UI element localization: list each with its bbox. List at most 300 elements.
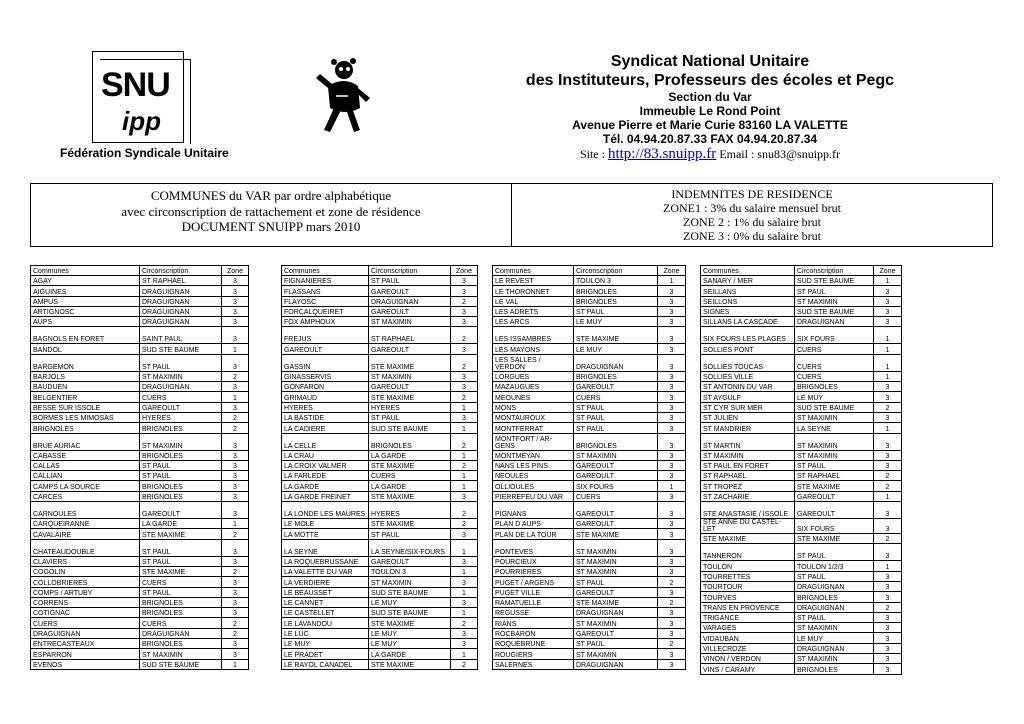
circonscription-cell: CUERS [140, 618, 222, 628]
zone-cell: 3 [874, 612, 902, 622]
circonscription-cell: ST PAUL [795, 286, 874, 296]
commune-cell: PIGNANS [493, 502, 574, 519]
communes-table-3 [492, 265, 686, 670]
circonscription-cell: DRAGUIGNAN [140, 306, 222, 316]
table-row [31, 286, 249, 296]
zone-cell: 2 [658, 597, 686, 607]
zone-cell: 3 [451, 344, 478, 354]
table-row [701, 664, 902, 674]
zone-cell: 3 [451, 491, 478, 501]
site-line [500, 146, 920, 162]
table-row [701, 286, 902, 296]
table-row [493, 423, 686, 433]
commune-cell: SOLLIES TOUCAS [701, 354, 795, 371]
table-row [701, 491, 902, 501]
circonscription-cell: ST MAXIMIN [574, 539, 658, 556]
table-row [282, 276, 478, 286]
zone-cell: 3 [658, 659, 686, 669]
zone-cell: 3 [874, 392, 902, 402]
table-row [701, 306, 902, 316]
zone-cell: 3 [451, 577, 478, 587]
circonscription-cell: DRAGUIGNAN [574, 659, 658, 669]
zone-cell: 3 [658, 392, 686, 402]
commune-cell: COTIGNAC [31, 608, 140, 618]
table-row [493, 402, 686, 412]
commune-cell: RIANS [493, 618, 574, 628]
commune-cell: ARTIGNOSC [31, 306, 140, 316]
header-circonscription: Circonscription [140, 266, 222, 276]
table-row [701, 471, 902, 481]
circonscription-cell: DRAGUIGNAN [140, 628, 222, 638]
commune-cell: PUGET / ARGENS [493, 577, 574, 587]
zone-cell: 2 [222, 566, 249, 576]
commune-cell: SOLLIES PONT [701, 344, 795, 354]
commune-cell: ST CYR SUR MER [701, 402, 795, 412]
table-row [282, 327, 478, 344]
table-row [282, 491, 478, 501]
commune-cell: LA ROQUEBRUSSANE [282, 556, 369, 566]
circonscription-cell: GAREOULT [795, 502, 874, 519]
commune-cell: TANNERON [701, 544, 795, 561]
commune-cell: GRIMAUD [282, 392, 369, 402]
circonscription-cell: STE MAXIME [574, 327, 658, 344]
commune-cell: LES MAYONS [493, 344, 574, 354]
zone-cell: 3 [874, 643, 902, 653]
table-row [31, 481, 249, 491]
circonscription-cell: SUD STE BAUME [795, 402, 874, 412]
circonscription-cell: STE MAXIME [574, 529, 658, 539]
table-row [31, 344, 249, 354]
circonscription-cell: ST MAXIMIN [369, 371, 451, 381]
circonscription-cell: GAREOULT [574, 502, 658, 519]
table-row [31, 460, 249, 470]
zone-cell: 3 [222, 276, 249, 286]
commune-cell: LE CANNET [282, 597, 369, 607]
zone-cell: 3 [874, 412, 902, 422]
circonscription-cell: DRAGUIGNAN [140, 382, 222, 392]
circonscription-cell: ST PAUL [574, 423, 658, 433]
circonscription-cell: HYERES [140, 412, 222, 422]
commune-cell: CARNOULES [31, 502, 140, 519]
zone-cell: 3 [658, 382, 686, 392]
table-row [31, 317, 249, 327]
table-row [282, 618, 478, 628]
commune-cell: SIGNES [701, 306, 795, 316]
table-row [493, 587, 686, 597]
table-row [31, 392, 249, 402]
zone-cell: 2 [658, 577, 686, 587]
commune-cell: VILLECROZE [701, 643, 795, 653]
commune-cell: LA VERDIERE [282, 577, 369, 587]
zone-cell: 3 [658, 539, 686, 556]
table-row [31, 371, 249, 381]
commune-cell: LA GARDE [282, 481, 369, 491]
zone-cell: 2 [222, 618, 249, 628]
table-row [282, 608, 478, 618]
table-row [493, 317, 686, 327]
circonscription-cell: DRAGUIGNAN [795, 602, 874, 612]
table-row [31, 402, 249, 412]
circonscription-cell: ST MAXIMIN [795, 654, 874, 664]
zone-cell: 1 [874, 354, 902, 371]
commune-cell: MONTMEYAN [493, 450, 574, 460]
table-row [701, 581, 902, 591]
communes-table-4 [700, 265, 902, 675]
header-circonscription: Circonscription [574, 266, 658, 276]
table-row [31, 382, 249, 392]
commune-cell: BRIGNOLES [31, 423, 140, 433]
zone-cell: 3 [222, 460, 249, 470]
table-row [701, 612, 902, 622]
table-row [701, 344, 902, 354]
zone-cell: 3 [451, 306, 478, 316]
table-row [493, 450, 686, 460]
commune-cell: FIGNANIERES [282, 276, 369, 286]
commune-cell: RAMATUELLE [493, 597, 574, 607]
commune-cell: MONTFORT / AR-GENS [493, 433, 574, 450]
circonscription-cell: LE MUY [574, 344, 658, 354]
circonscription-cell: STE MAXIME [574, 597, 658, 607]
zone-cell: 3 [874, 592, 902, 602]
zone-cell: 3 [658, 371, 686, 381]
commune-cell: SALERNES [493, 659, 574, 669]
commune-cell: ST MARTIN [701, 433, 795, 450]
commune-cell: LE MOLE [282, 519, 369, 529]
commune-cell: LA CROIX VALMER [282, 460, 369, 470]
circonscription-cell: LA GARDE [369, 649, 451, 659]
table-row [493, 481, 686, 491]
circonscription-cell: LA GARDE [369, 450, 451, 460]
zone-cell: 1 [874, 491, 902, 501]
table-row [31, 529, 249, 539]
zone-cell: 3 [222, 577, 249, 587]
header-circonscription: Circonscription [795, 266, 874, 276]
circonscription-cell: GAREOULT [369, 286, 451, 296]
table-row [282, 639, 478, 649]
table-row [282, 286, 478, 296]
table-row [31, 649, 249, 659]
circonscription-cell: LE MUY [369, 639, 451, 649]
commune-cell: AMPUS [31, 296, 140, 306]
zone-cell: 2 [451, 354, 478, 371]
zone-cell: 3 [222, 597, 249, 607]
zone-cell: 3 [222, 491, 249, 501]
zone-cell: 3 [222, 608, 249, 618]
table-row [282, 317, 478, 327]
zone-cell: 1 [451, 402, 478, 412]
table-row [282, 597, 478, 607]
site-prefix: Site : [579, 147, 608, 161]
header-communes: Communes [701, 266, 795, 276]
commune-cell: PIERREFEU DU VAR [493, 491, 574, 501]
commune-cell: LES SALLES / VERDON [493, 354, 574, 371]
circonscription-cell: SUD STE BAUME [140, 344, 222, 354]
mascot-icon [314, 56, 372, 136]
zone-cell: 1 [451, 566, 478, 576]
zone-cell: 3 [451, 556, 478, 566]
commune-cell: EVENOS [31, 659, 140, 669]
zone-cell: 2 [874, 471, 902, 481]
circonscription-cell: STE MAXIME [140, 566, 222, 576]
commune-cell: LA LONDE LES MAURES [282, 502, 369, 519]
commune-cell: BRUE AURIAC [31, 433, 140, 450]
zone-cell: 1 [222, 659, 249, 669]
circonscription-cell: GAREOULT [574, 587, 658, 597]
circonscription-cell: BRIGNOLES [574, 371, 658, 381]
zone-cell: 3 [874, 664, 902, 674]
table-row [493, 392, 686, 402]
commune-cell: FREJUS [282, 327, 369, 344]
circonscription-cell: STE MAXIME [369, 354, 451, 371]
commune-cell: CHATEAUDOUBLE [31, 539, 140, 556]
circonscription-cell: ST PAUL [140, 556, 222, 566]
circonscription-cell: ST MAXIMIN [795, 623, 874, 633]
zone-legend [512, 184, 992, 246]
circonscription-cell: BRIGNOLES [795, 382, 874, 392]
zone-cell: 1 [874, 561, 902, 571]
commune-cell: LE MUY [282, 639, 369, 649]
commune-cell: LES ISSAMBRES [493, 327, 574, 344]
commune-cell: ST MAXIMIN [701, 450, 795, 460]
table-row [701, 354, 902, 371]
commune-cell: LE REVEST [493, 276, 574, 286]
circonscription-cell: CUERS [795, 344, 874, 354]
zone-legend-title: INDEMNITES DE RESIDENCE [671, 187, 833, 201]
circonscription-cell: STE MAXIME [795, 481, 874, 491]
commune-cell: COGOLIN [31, 566, 140, 576]
circonscription-cell: CUERS [574, 392, 658, 402]
table-row [31, 502, 249, 519]
zone-cell: 3 [222, 327, 249, 344]
commune-cell: BELGENTIER [31, 392, 140, 402]
zone-cell: 2 [451, 433, 478, 450]
site-link[interactable]: http://83.snuipp.fr [607, 146, 717, 162]
zone-cell: 2 [451, 502, 478, 519]
commune-cell: HYERES [282, 402, 369, 412]
circonscription-cell: ST MAXIMIN [574, 566, 658, 576]
table-header-row [282, 266, 478, 276]
circonscription-cell: ST MAXIMIN [369, 577, 451, 587]
commune-cell: VINS / CARAMY [701, 664, 795, 674]
table-row [701, 382, 902, 392]
commune-cell: GINASSERVIS [282, 371, 369, 381]
table-row [493, 286, 686, 296]
commune-cell: LES ADRETS [493, 306, 574, 316]
table-row [31, 423, 249, 433]
zone-cell: 2 [222, 628, 249, 638]
circonscription-cell: GAREOULT [574, 460, 658, 470]
circonscription-cell: HYERES [369, 502, 451, 519]
zone-cell: 2 [451, 392, 478, 402]
commune-cell: GASSIN [282, 354, 369, 371]
commune-cell: REGUSSE [493, 608, 574, 618]
table-row [282, 371, 478, 381]
commune-cell: CALLIAN [31, 471, 140, 481]
commune-cell: FOX AMPHOUX [282, 317, 369, 327]
commune-cell: BANDOL [31, 344, 140, 354]
table-row [31, 296, 249, 306]
commune-cell: SILLANS LA CASCADE [701, 317, 795, 327]
email-text: Email : snu83@snuipp.fr [716, 147, 841, 161]
circonscription-cell: ST PAUL [574, 412, 658, 422]
circonscription-cell: ST PAUL [574, 402, 658, 412]
zone-cell: 2 [451, 519, 478, 529]
zone-cell: 3 [874, 433, 902, 450]
circonscription-cell: ST PAUL [140, 354, 222, 371]
table-row [701, 633, 902, 643]
commune-cell: LE BEAUSSET [282, 587, 369, 597]
commune-cell: LE LUC [282, 628, 369, 638]
circonscription-cell: BRIGNOLES [140, 597, 222, 607]
zone-cell: 3 [658, 628, 686, 638]
circonscription-cell: STE MAXIME [369, 618, 451, 628]
commune-cell: GAREOULT [282, 344, 369, 354]
commune-cell: SEILLANS [701, 286, 795, 296]
commune-cell: ST MANDRIER [701, 423, 795, 433]
zone-legend-line: ZONE 3 : 0% du salaire brut [683, 229, 821, 243]
zone-legend-line: ZONE 2 : 1% du salaire brut [683, 215, 821, 229]
header-communes: Communes [493, 266, 574, 276]
circonscription-cell: ST PAUL [140, 471, 222, 481]
table-row [31, 577, 249, 587]
table-row [282, 471, 478, 481]
circonscription-cell: LE MUY [369, 628, 451, 638]
commune-cell: ROCBARON [493, 628, 574, 638]
circonscription-cell: GAREOULT [369, 556, 451, 566]
commune-cell: MAZAUGUES [493, 382, 574, 392]
commune-cell: SANARY / MER [701, 276, 795, 286]
commune-cell: CALLAS [31, 460, 140, 470]
circonscription-cell: ST MAXIMIN [369, 317, 451, 327]
table-row [701, 450, 902, 460]
table-row [282, 433, 478, 450]
commune-cell: LA FARLEDE [282, 471, 369, 481]
circonscription-cell: ST MAXIMIN [574, 649, 658, 659]
table-row [31, 587, 249, 597]
commune-cell: MONTFERRAT [493, 423, 574, 433]
circonscription-cell: CUERS [795, 354, 874, 371]
commune-cell: CAMPS LA SOURCE [31, 481, 140, 491]
communes-table-1 [30, 265, 249, 670]
org-header [500, 52, 920, 162]
circonscription-cell: HYERES [369, 402, 451, 412]
commune-cell: LA BASTIDE [282, 412, 369, 422]
zone-cell: 2 [222, 412, 249, 422]
table-row [701, 460, 902, 470]
circonscription-cell: BRIGNOLES [574, 286, 658, 296]
commune-cell: ROQUEBRUNE [493, 639, 574, 649]
commune-cell: BESSE SUR ISSOLE [31, 402, 140, 412]
table-row [31, 556, 249, 566]
zone-cell: 2 [451, 296, 478, 306]
zone-cell: 3 [658, 556, 686, 566]
header-zone: Zone [874, 266, 902, 276]
circonscription-cell: BRIGNOLES [795, 664, 874, 674]
zone-cell: 1 [451, 539, 478, 556]
commune-cell: CORRENS [31, 597, 140, 607]
commune-cell: ST RAPHAEL [701, 471, 795, 481]
table-row [493, 296, 686, 306]
circonscription-cell: ST PAUL [795, 612, 874, 622]
table-header-row [31, 266, 249, 276]
commune-cell: LORGUES [493, 371, 574, 381]
table-row [31, 450, 249, 460]
circonscription-cell: GAREOULT [369, 344, 451, 354]
zone-cell: 3 [451, 317, 478, 327]
zone-cell: 3 [658, 529, 686, 539]
circonscription-cell: BRIGNOLES [140, 491, 222, 501]
table-row [701, 327, 902, 344]
zone-cell: 3 [658, 566, 686, 576]
zone-cell: 2 [451, 618, 478, 628]
circonscription-cell: CUERS [140, 577, 222, 587]
federation-label: Fédération Syndicale Unitaire [60, 146, 229, 160]
zone-cell: 3 [222, 317, 249, 327]
commune-cell: POURRIERES [493, 566, 574, 576]
circonscription-cell: LE MUY [795, 633, 874, 643]
commune-cell: SIX FOURS LES PLAGES [701, 327, 795, 344]
table-header-row [493, 266, 686, 276]
circonscription-cell: ST PAUL [140, 587, 222, 597]
table-row [701, 623, 902, 633]
table-row [493, 659, 686, 669]
zone-cell: 3 [874, 519, 902, 534]
header-communes: Communes [31, 266, 140, 276]
zone-cell: 3 [658, 587, 686, 597]
circonscription-cell: STE MAXIME [140, 529, 222, 539]
circonscription-cell: DRAGUIGNAN [574, 608, 658, 618]
building-line: Immeuble Le Rond Point [639, 104, 781, 118]
table-row [493, 556, 686, 566]
table-row [701, 502, 902, 519]
circonscription-cell: ST PAUL [140, 539, 222, 556]
circonscription-cell: BRIGNOLES [795, 592, 874, 602]
table-row [493, 412, 686, 422]
description-line: COMMUNES du VAR par ordre alphabétique [150, 188, 392, 203]
table-row [31, 639, 249, 649]
table-row [493, 433, 686, 450]
circonscription-cell: SUD STE BAUME [140, 659, 222, 669]
communes-table-2 [281, 265, 478, 670]
commune-cell: ST ZACHARIE [701, 491, 795, 501]
circonscription-cell: SUD STE BAUME [369, 423, 451, 433]
circonscription-cell: BRIGNOLES [140, 608, 222, 618]
circonscription-cell: ST PAUL [369, 412, 451, 422]
description-line: avec circonscription de rattachement et zone de résidence [121, 203, 421, 219]
commune-cell: STE ANNE DU CASTEL-LET [701, 519, 795, 534]
zone-cell: 1 [874, 276, 902, 286]
zone-cell: 3 [874, 382, 902, 392]
circonscription-cell: LA GARDE [140, 519, 222, 529]
table-row [282, 344, 478, 354]
table-row [282, 628, 478, 638]
circonscription-cell: STE MAXIME [795, 534, 874, 544]
table-row [701, 561, 902, 571]
zone-cell: 3 [222, 556, 249, 566]
commune-cell: LE PRADET [282, 649, 369, 659]
info-box [30, 183, 993, 247]
commune-cell: CAVALAIRE [31, 529, 140, 539]
commune-cell: LES ARCS [493, 317, 574, 327]
zone-cell: 1 [451, 471, 478, 481]
table-row [493, 354, 686, 371]
table-row [701, 392, 902, 402]
zone-cell: 2 [451, 327, 478, 344]
commune-cell: CUERS [31, 618, 140, 628]
table-row [701, 534, 902, 544]
commune-cell: LE CASTELLET [282, 608, 369, 618]
circonscription-cell: SIX FOURS [795, 519, 874, 534]
